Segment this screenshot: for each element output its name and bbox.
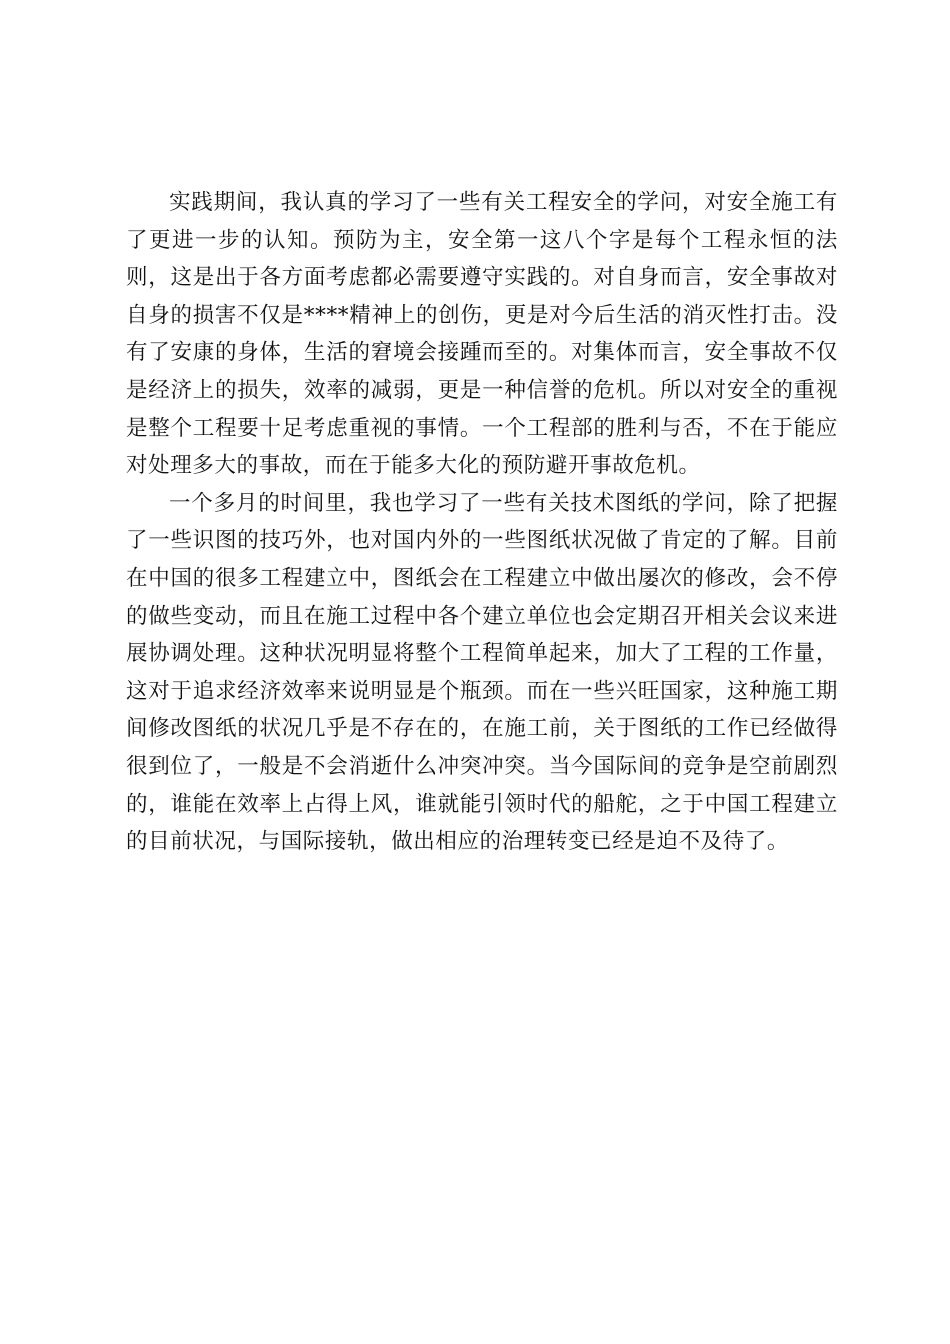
document-body [126, 184, 838, 861]
paragraph-safety: 实践期间，我认真的学习了一些有关工程安全的学问，对安全施工有了更进一步的认知。预防为主，安全第一这八个字是每个工程永恒的法则，这是出于各方面考虑都必需要遵守实践的。对自身而言，安全事故对自身的损害不仅是****精神上的创伤，更是对今后生活的消灭性打击。没有了安康的身体，生活的窘境会接踵而至的。对集体而言，安全事故不仅是经济上的损失，效率的减弱，更是一种信誉的危机。所以对安全的重视是整个工程要十足考虑重视的事情。一个工程部的胜利与否，不在于能应对处理多大的事故，而在于能多大化的预防避开事故危机。 [126, 190, 838, 479]
paragraph-drawings: 一个多月的时间里，我也学习了一些有关技术图纸的学问，除了把握了一些识图的技巧外，也对国内外的一些图纸状况做了肯定的了解。目前在中国的很多工程建立中，图纸会在工程建立中做出屡次的修改，会不停的做些变动，而且在施工过程中各个建立单位也会定期召开相关会议来进展协调处理。这种状况明显将整个工程简单起来，加大了工程的工作量，这对于追求经济效率来说明显是个瓶颈。而在一些兴旺国家，这种施工期间修改图纸的状况几乎是不存在的，在施工前，关于图纸的工作已经做得很到位了，一般是不会消逝什么冲突冲突。当今国际间的竞争是空前剧烈的，谁能在效率上占得上风，谁就能引领时代的船舵，之于中国工程建立的目前状况，与国际接轨，做出相应的治理转变已经是迫不及待了。 [126, 490, 838, 855]
